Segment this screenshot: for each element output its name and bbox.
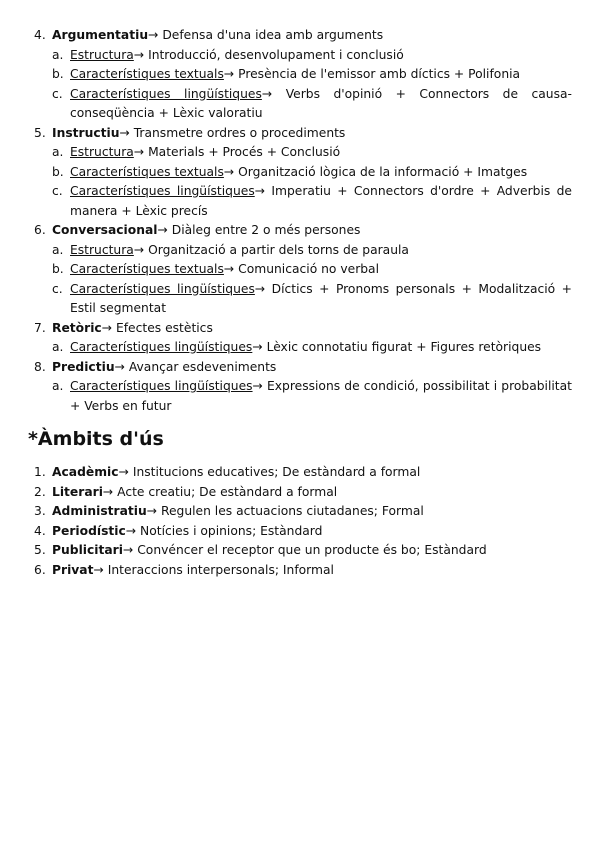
genre-item: [0, 26, 600, 124]
ambit-item: [0, 561, 600, 581]
ambit-description: Interaccions interpersonals; Informal: [107, 562, 334, 577]
subitem-content: Imperatiu + Connectors d'ordre + Adverbis de manera + Lèxic precís: [70, 184, 572, 218]
ambit-description: Regulen les actuacions ciutadanes; Formal: [160, 504, 424, 518]
arrow-icon: →: [114, 359, 125, 374]
ambit-description: Notícies i opinions; Estàndard: [140, 523, 323, 538]
genre-subitems: [0, 46, 600, 124]
genre-number: 4.: [34, 28, 46, 42]
subitem-content: Comunicació no verbal: [238, 262, 380, 276]
ambit-line: [52, 561, 572, 581]
genre-item: [0, 221, 600, 319]
subitem-label: Característiques lingüístiques: [70, 281, 255, 296]
subitem-content: Organització a partir dels torns de paraula: [148, 242, 409, 257]
subitem-label: Estructura: [70, 47, 134, 62]
arrow-icon: →: [102, 484, 114, 499]
genre-item: [0, 319, 600, 358]
genre-header: [0, 124, 600, 144]
subitem: [0, 65, 600, 85]
genre-header: [0, 358, 600, 378]
arrow-icon: →: [223, 67, 235, 81]
ambit-line: [52, 483, 572, 503]
ambit-number: 2.: [34, 484, 46, 499]
subitem-content: Díctics + Pronoms personals + Modalització + Estil segmentat: [70, 281, 572, 315]
ambit-description: Acte creatiu; De estàndard a formal: [117, 484, 338, 499]
arrow-icon: →: [133, 242, 145, 257]
subitem: [0, 338, 600, 358]
arrow-icon: →: [146, 504, 158, 518]
subitem-text: [70, 280, 572, 319]
subitem-label: Estructura: [70, 145, 134, 159]
genre-name: Conversacional: [52, 223, 158, 237]
arrow-icon: →: [133, 145, 145, 159]
genre-number: 8.: [34, 359, 46, 374]
arrow-icon: →: [157, 223, 168, 237]
subitem-content: Expressions de condició, possibilitat i probabilitat + Verbs en futur: [70, 379, 572, 413]
arrow-icon: →: [254, 184, 266, 198]
genre-description: Avançar esdeveniments: [128, 359, 277, 374]
genre-description: Efectes estètics: [115, 320, 213, 335]
genre-header: [0, 26, 600, 46]
subitem-letter: a.: [52, 379, 64, 393]
subitem-content: Presència de l'emissor amb díctics + Polifonia: [238, 67, 521, 81]
arrow-icon: →: [133, 47, 145, 62]
subitem-letter: c.: [52, 184, 63, 198]
ambit-line: [52, 541, 572, 561]
ambit-name: Publicitari: [52, 543, 123, 557]
subitem-content: Lèxic connotatiu figurat + Figures retòriques: [266, 340, 542, 354]
ambit-item: [0, 483, 600, 503]
ambit-name: Privat: [52, 562, 94, 577]
genre-item: [0, 358, 600, 417]
subitem-letter: a.: [52, 47, 64, 62]
ambit-number: 1.: [34, 465, 46, 479]
subitem: [0, 182, 600, 221]
arrow-icon: →: [101, 320, 113, 335]
subitem-label: Característiques textuals: [70, 262, 224, 276]
subitem-text: [70, 260, 572, 280]
subitem-text: [70, 241, 572, 261]
arrow-icon: →: [223, 262, 235, 276]
subitem: [0, 85, 600, 124]
genre-line: [52, 124, 572, 144]
arrow-icon: →: [148, 28, 159, 42]
genre-name: Retòric: [52, 320, 102, 335]
subitem: [0, 280, 600, 319]
subitem-content: Verbs d'opinió + Connectors de causa-conseqüència + Lèxic valoratiu: [70, 86, 572, 120]
ambit-name: Acadèmic: [52, 465, 119, 479]
arrow-icon: →: [223, 164, 235, 179]
subitem-letter: b.: [52, 67, 64, 81]
subitem-label: Característiques lingüístiques: [70, 86, 262, 101]
ambit-description: Institucions educatives; De estàndard a formal: [132, 465, 421, 479]
ambit-name: Literari: [52, 484, 103, 499]
subitem-letter: a.: [52, 340, 64, 354]
subitem-text: [70, 46, 572, 66]
genre-name: Predictiu: [52, 359, 115, 374]
ambit-line: [52, 502, 572, 522]
subitem-text: [70, 182, 572, 221]
subitem-text: [70, 377, 572, 416]
genre-description: Diàleg entre 2 o més persones: [171, 223, 361, 237]
subitem: [0, 260, 600, 280]
subitem-label: Estructura: [70, 242, 134, 257]
ambit-number: 3.: [34, 504, 46, 518]
genre-subitems: [0, 338, 600, 358]
arrow-icon: →: [122, 543, 134, 557]
subitem-text: [70, 338, 572, 358]
subitem-letter: a.: [52, 242, 64, 257]
ambit-name: Administratiu: [52, 504, 147, 518]
genre-line: [52, 26, 572, 46]
arrow-icon: →: [252, 379, 263, 393]
genre-subitems: [0, 377, 600, 416]
genre-header: [0, 221, 600, 241]
subitem: [0, 163, 600, 183]
arrow-icon: →: [125, 523, 137, 538]
genre-subitems: [0, 143, 600, 221]
ambit-item: [0, 463, 600, 483]
subitem-letter: b.: [52, 164, 64, 179]
arrow-icon: →: [254, 281, 266, 296]
subitem-letter: c.: [52, 281, 63, 296]
subitem: [0, 143, 600, 163]
subitem-label: Característiques lingüístiques: [70, 184, 255, 198]
genre-line: [52, 358, 572, 378]
subitem-text: [70, 163, 572, 183]
ambits-list: [0, 463, 600, 580]
subitem-content: Organització lògica de la informació + Imatges: [238, 164, 528, 179]
subitem-label: Característiques textuals: [70, 164, 224, 179]
subitem-letter: a.: [52, 145, 64, 159]
subitem-text: [70, 143, 572, 163]
ambit-number: 6.: [34, 562, 46, 577]
subitem-label: Característiques lingüístiques: [70, 340, 253, 354]
genre-item: [0, 124, 600, 222]
subitem-text: [70, 85, 572, 124]
ambit-line: [52, 522, 572, 542]
subitem-letter: c.: [52, 86, 63, 101]
genre-line: [52, 221, 572, 241]
arrow-icon: →: [93, 562, 104, 577]
genre-header: [0, 319, 600, 339]
ambit-number: 4.: [34, 523, 46, 538]
genre-subitems: [0, 241, 600, 319]
subitem: [0, 377, 600, 416]
ambit-item: [0, 541, 600, 561]
genre-name: Argumentatiu: [52, 28, 149, 42]
subitem-text: [70, 65, 572, 85]
arrow-icon: →: [119, 125, 130, 140]
genre-line: [52, 319, 572, 339]
ambit-item: [0, 502, 600, 522]
ambit-line: [52, 463, 572, 483]
genre-description: Transmetre ordres o procediments: [133, 125, 346, 140]
subitem-letter: b.: [52, 262, 64, 276]
ambit-number: 5.: [34, 543, 46, 557]
subitem-content: Introducció, desenvolupament i conclusió: [148, 47, 404, 62]
subitem: [0, 46, 600, 66]
ambit-description: Convéncer el receptor que un producte és bo; Estàndard: [137, 543, 487, 557]
subitem-label: Característiques textuals: [70, 67, 224, 81]
arrow-icon: →: [252, 340, 263, 354]
subitem-label: Característiques lingüístiques: [70, 379, 253, 393]
arrow-icon: →: [261, 86, 273, 101]
genre-number: 5.: [34, 125, 46, 140]
genre-number: 7.: [34, 320, 46, 335]
ambit-name: Periodístic: [52, 523, 126, 538]
subitem: [0, 241, 600, 261]
ambits-heading: *Àmbits d'ús: [28, 428, 164, 450]
subitem-content: Materials + Procés + Conclusió: [148, 145, 341, 159]
genre-name: Instructiu: [52, 125, 120, 140]
genre-description: Defensa d'una idea amb arguments: [162, 28, 384, 42]
text-genres-list: [0, 26, 600, 416]
ambit-item: [0, 522, 600, 542]
arrow-icon: →: [118, 465, 129, 479]
genre-number: 6.: [34, 223, 46, 237]
